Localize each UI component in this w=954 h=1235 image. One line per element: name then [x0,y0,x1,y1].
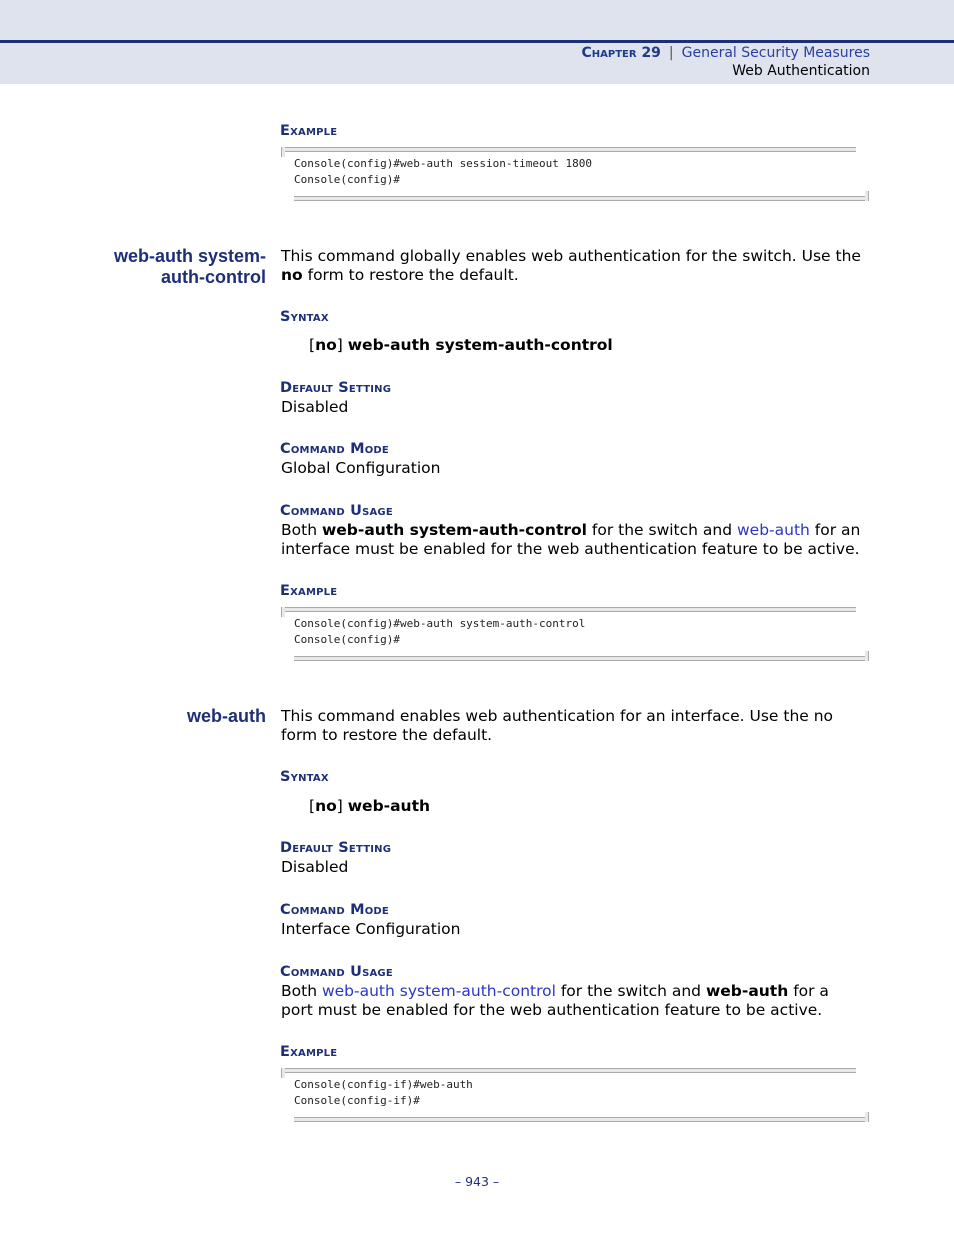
web-auth-link[interactable]: web-auth [737,521,810,539]
example-heading: Example [280,1044,338,1060]
syntax-line [309,336,613,354]
command-description [281,247,871,285]
example-heading: Example [280,123,338,139]
mode-value: Global Configuration [281,459,441,477]
syntax-no: no [315,797,337,815]
command-description: This command enables web authentication for an interface. Use the no form to restore the default. [281,707,834,744]
syntax-command: web-auth system-auth-control [347,336,613,354]
code-line: Console(config-if)# [294,1094,420,1107]
syntax-command: web-auth [347,797,431,815]
usage-bold: web-auth system-auth-control [321,521,587,539]
usage-part: for an interface must be enabled for the web authentication feature to be active. [281,521,861,558]
code-top-tick [281,1068,285,1078]
usage-part: for a port must be enabled for the web authentication feature to be active. [281,982,829,1019]
command-title: web-auth [187,706,266,726]
code-top-rule [281,607,856,612]
syntax-bracket: ] [336,797,348,815]
usage-heading: Command Usage [280,964,393,980]
command-title-line: web-auth system- [113,246,266,266]
syntax-no: no [315,336,337,354]
code-line: Console(config)# [294,173,400,186]
usage-part: Both [281,521,322,539]
chapter-title: General Security Measures [681,45,870,61]
syntax-bracket: [ [309,797,316,815]
web-auth-system-auth-control-link[interactable]: web-auth system-auth-control [321,982,556,1000]
default-value: Disabled [281,858,349,876]
default-value: Disabled [281,398,349,416]
mode-heading: Command Mode [280,902,389,918]
code-bottom-rule [294,196,869,201]
code-line: Console(config)#web-auth session-timeout 1800 [294,157,593,170]
default-heading: Default Setting [280,380,392,396]
syntax-bracket: [ [309,336,316,354]
syntax-heading: Syntax [280,309,329,325]
desc-text: form to restore the default. [302,266,519,284]
page-number: – 943 – [454,1174,500,1189]
code-top-tick [281,607,285,617]
syntax-heading: Syntax [280,769,329,785]
header-separator: | [668,45,674,61]
code-block [281,147,869,201]
syntax-bracket: ] [336,336,348,354]
command-title-line: auth-control [161,267,266,287]
code-block [281,607,869,661]
page-header [0,0,954,84]
usage-part: for the switch and [555,982,706,1000]
code-bottom-rule [294,656,869,661]
chapter-label: Chapter 29 [581,45,661,61]
usage-text [281,521,871,559]
command-title [114,246,266,288]
code-line: Console(config-if)#web-auth [294,1078,473,1091]
code-line: Console(config)#web-auth system-auth-control [294,617,586,630]
default-heading: Default Setting [280,840,392,856]
code-top-rule [281,1068,856,1073]
mode-value: Interface Configuration [281,920,461,938]
usage-part: for the switch and [586,521,737,539]
usage-part: Both [281,982,322,1000]
header-chapter [582,45,871,61]
code-bottom-tick [865,651,869,661]
code-block [281,1068,869,1122]
code-top-rule [281,147,856,152]
section-title: Web Authentication [732,63,870,79]
code-bottom-tick [865,1112,869,1122]
code-line: Console(config)# [294,633,400,646]
header-rule [0,40,954,43]
desc-bold: no [281,266,303,284]
code-bottom-rule [294,1117,869,1122]
syntax-line [309,797,430,815]
usage-heading: Command Usage [280,503,393,519]
usage-bold: web-auth [705,982,789,1000]
code-bottom-tick [865,191,869,201]
usage-text [281,982,851,1020]
mode-heading: Command Mode [280,441,389,457]
example-heading: Example [280,583,338,599]
code-top-tick [281,147,285,157]
desc-text: This command globally enables web authentication for the switch. Use the [281,247,861,265]
